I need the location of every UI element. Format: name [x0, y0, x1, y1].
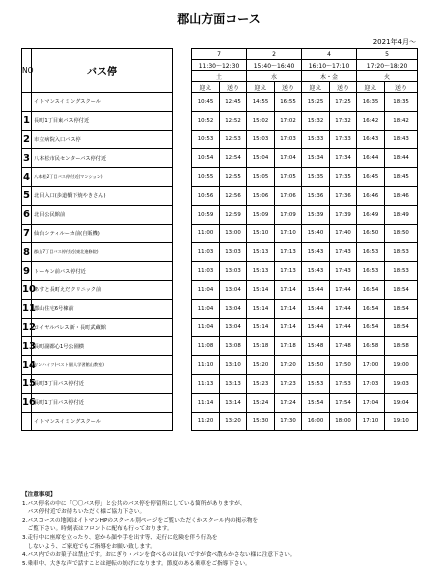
pickup-time: 17:00 [357, 356, 385, 375]
pickup-time: 11:03 [192, 262, 220, 281]
dropoff-time: 17:35 [330, 168, 357, 187]
pickup-time: 15:43 [302, 262, 330, 281]
pickup-time: 15:30 [247, 412, 275, 431]
stop-name: 仙台シティルーカ前(自販機) [32, 224, 173, 243]
dropoff-time: 13:04 [220, 318, 247, 337]
spacer-cell [173, 130, 192, 149]
stop-name: 長町3丁目バス停付近 [32, 374, 173, 393]
pickup-time: 17:10 [357, 412, 385, 431]
schedule-row [22, 412, 418, 431]
schedule-row [22, 224, 418, 243]
stop-name: トーキン前バス停付近 [32, 262, 173, 281]
notes-heading: 【注意事項】 [22, 492, 56, 498]
pickup-time: 17:04 [357, 393, 385, 412]
stop-number: 14 [22, 356, 32, 375]
pickup-time: 11:04 [192, 299, 220, 318]
stop-name: イトマンスイミングスクール [32, 93, 173, 112]
pickup-time: 15:04 [247, 149, 275, 168]
pickup-time: 15:13 [247, 243, 275, 262]
pickup-time: 10:56 [192, 186, 220, 205]
schedule-row [22, 262, 418, 281]
stop-name: 八本松市民センターバス停付近 [32, 149, 173, 168]
dropoff-time: 17:13 [275, 262, 302, 281]
note-line: 4.バス内でのお菓子は禁止です。おにぎり・パンを食べるのは良いですが食べ散らかさない様に注意下さい。 [22, 552, 296, 559]
dropoff-time: 19:04 [385, 393, 418, 412]
pickup-time: 10:52 [192, 111, 220, 130]
spacer-cell [173, 393, 192, 412]
schedule-row [22, 93, 418, 112]
dropoff-time: 17:30 [275, 412, 302, 431]
pickup-time: 16:50 [357, 224, 385, 243]
dropoff-time: 12:54 [220, 149, 247, 168]
stop-number: 4 [22, 168, 32, 187]
stop-number: 6 [22, 205, 32, 224]
note-line: 2.バスコースの地図はイトマンHPのスクール別ページをご覧いただくかスクール内の掲示物を [22, 517, 259, 524]
dropoff-time: 17:36 [330, 186, 357, 205]
pickup-time: 15:33 [302, 130, 330, 149]
pickup-time: 17:03 [357, 374, 385, 393]
dropoff-time: 18:58 [385, 337, 418, 356]
dropoff-time: 18:54 [385, 280, 418, 299]
dropoff-time: 12:52 [220, 111, 247, 130]
dropoff-time: 18:42 [385, 111, 418, 130]
dropoff-time: 17:23 [275, 374, 302, 393]
pickup-time: 16:43 [357, 130, 385, 149]
dropoff-time: 18:54 [385, 318, 418, 337]
dropoff-time: 18:50 [385, 224, 418, 243]
dropoff-header: 送り [220, 82, 247, 93]
dropoff-time: 17:32 [330, 111, 357, 130]
dropoff-time: 18:44 [385, 149, 418, 168]
pickup-time: 16:45 [357, 168, 385, 187]
dropoff-time: 18:54 [385, 299, 418, 318]
stop-number: 12 [22, 318, 32, 337]
pickup-header: 迎え [302, 82, 330, 93]
pickup-time: 16:58 [357, 337, 385, 356]
stop-number [22, 412, 32, 431]
pickup-time: 16:00 [302, 412, 330, 431]
schedule-row [22, 111, 418, 130]
notes-section [22, 491, 422, 568]
stop-number: 11 [22, 299, 32, 318]
dropoff-time: 17:39 [330, 205, 357, 224]
pickup-time: 10:54 [192, 149, 220, 168]
pickup-time: 15:03 [247, 130, 275, 149]
pickup-time: 15:23 [247, 374, 275, 393]
stop-number: 5 [22, 186, 32, 205]
pickup-time: 15:50 [302, 356, 330, 375]
dropoff-time: 13:03 [220, 243, 247, 262]
dropoff-time: 17:04 [275, 149, 302, 168]
schedule-row [22, 356, 418, 375]
spacer-cell [173, 412, 192, 431]
time-range-header: 11:30～12:30 [192, 60, 247, 71]
pickup-time: 11:10 [192, 356, 220, 375]
weekday-header: 水 [247, 71, 302, 82]
dropoff-time: 17:05 [275, 168, 302, 187]
no-header: NO [22, 49, 32, 93]
stop-number: 8 [22, 243, 32, 262]
stop-number [22, 93, 32, 112]
header-row-days [22, 49, 418, 60]
dropoff-time: 18:46 [385, 186, 418, 205]
day-header: 4 [302, 49, 357, 60]
dropoff-time: 13:20 [220, 412, 247, 431]
header-spacer [173, 49, 192, 93]
dropoff-time: 17:33 [330, 130, 357, 149]
dropoff-time: 19:00 [385, 356, 418, 375]
stop-name: 北目入口(歩道橋下焼やきさん) [32, 186, 173, 205]
pickup-time: 16:49 [357, 205, 385, 224]
pickup-time: 15:20 [247, 356, 275, 375]
pickup-header: 迎え [247, 82, 275, 93]
spacer-cell [173, 168, 192, 187]
spacer-cell [173, 280, 192, 299]
stop-number: 2 [22, 130, 32, 149]
dropoff-time: 17:44 [330, 280, 357, 299]
pickup-time: 16:54 [357, 280, 385, 299]
dropoff-time: 18:53 [385, 262, 418, 281]
pickup-time: 15:13 [247, 262, 275, 281]
dropoff-time: 13:00 [220, 224, 247, 243]
pickup-time: 15:53 [302, 374, 330, 393]
dropoff-time: 13:14 [220, 393, 247, 412]
stop-name: 北目公民館前 [32, 205, 173, 224]
dropoff-time: 12:56 [220, 186, 247, 205]
dropoff-time: 18:43 [385, 130, 418, 149]
dropoff-time: 13:13 [220, 374, 247, 393]
pickup-time: 11:03 [192, 243, 220, 262]
weekday-header: 木・金 [302, 71, 357, 82]
pickup-time: 14:55 [247, 93, 275, 112]
stop-number: 9 [22, 262, 32, 281]
schedule-row [22, 374, 418, 393]
spacer-cell [173, 243, 192, 262]
pickup-time: 11:00 [192, 224, 220, 243]
dropoff-time: 17:50 [330, 356, 357, 375]
note-line: 3.走行中に座席を立ったり、窓から顔や手を出す等、走行に危険を伴う行為を [22, 534, 218, 541]
pickup-time: 11:04 [192, 280, 220, 299]
dropoff-time: 17:24 [275, 393, 302, 412]
stop-name: 市立病院入口バス停 [32, 130, 173, 149]
time-range-header: 16:10～17:10 [302, 60, 357, 71]
schedule-row [22, 393, 418, 412]
pickup-time: 15:09 [247, 205, 275, 224]
dropoff-time: 12:55 [220, 168, 247, 187]
note-line: 1.バス停名の中に「〇〇バス停」と公共のバス停を停留所にしている箇所がありますが、 [22, 500, 246, 507]
stop-name: 八本松2丁目バス停付近(マンション) [32, 168, 173, 187]
dropoff-time: 19:10 [385, 412, 418, 431]
weekday-header: 火 [357, 71, 418, 82]
stop-number: 16 [22, 393, 32, 412]
pickup-time: 15:32 [302, 111, 330, 130]
dropoff-time: 13:04 [220, 280, 247, 299]
dropoff-time: 17:53 [330, 374, 357, 393]
dropoff-time: 17:25 [330, 93, 357, 112]
dropoff-time: 17:14 [275, 299, 302, 318]
pickup-time: 15:06 [247, 186, 275, 205]
pickup-time: 10:59 [192, 205, 220, 224]
dropoff-time: 18:00 [330, 412, 357, 431]
stop-name: ロイヤルパレス新・長町武蔵館 [32, 318, 173, 337]
spacer-cell [173, 186, 192, 205]
dropoff-time: 17:40 [330, 224, 357, 243]
pickup-time: 11:04 [192, 318, 220, 337]
pickup-time: 16:44 [357, 149, 385, 168]
weekday-header: 土 [192, 71, 247, 82]
pickup-time: 15:43 [302, 243, 330, 262]
pickup-time: 15:54 [302, 393, 330, 412]
spacer-cell [173, 337, 192, 356]
schedule-row [22, 130, 418, 149]
pickup-time: 15:40 [302, 224, 330, 243]
day-header: 2 [247, 49, 302, 60]
time-range-header: 15:40～16:40 [247, 60, 302, 71]
dropoff-header: 送り [385, 82, 418, 93]
pickup-time: 16:54 [357, 299, 385, 318]
day-header: 7 [192, 49, 247, 60]
pickup-time: 15:14 [247, 318, 275, 337]
pickup-time: 10:55 [192, 168, 220, 187]
dropoff-time: 18:49 [385, 205, 418, 224]
pickup-time: 15:39 [302, 205, 330, 224]
stop-name: 郡山住宅6号棟前 [32, 299, 173, 318]
pickup-time: 11:13 [192, 374, 220, 393]
dropoff-time: 17:14 [275, 280, 302, 299]
dropoff-time: 17:02 [275, 111, 302, 130]
spacer-cell [173, 374, 192, 393]
dropoff-time: 16:55 [275, 93, 302, 112]
dropoff-time: 18:45 [385, 168, 418, 187]
note-line: しないよう、ご家庭でもご指導をお願い致します。 [22, 543, 156, 550]
schedule-row [22, 243, 418, 262]
stop-header: バス停 [32, 49, 173, 93]
pickup-time: 15:02 [247, 111, 275, 130]
stop-name: イトマンスイミングスクール [32, 412, 173, 431]
spacer-cell [173, 262, 192, 281]
spacer-cell [173, 224, 192, 243]
dropoff-time: 17:18 [275, 337, 302, 356]
stop-number: 10 [22, 280, 32, 299]
stop-number: 7 [22, 224, 32, 243]
pickup-time: 10:45 [192, 93, 220, 112]
page-title: 郡山方面コース [177, 12, 261, 26]
pickup-time: 15:25 [302, 93, 330, 112]
dropoff-time: 13:10 [220, 356, 247, 375]
stop-name: あすと長町えだクリニック前 [32, 280, 173, 299]
pickup-time: 15:35 [302, 168, 330, 187]
dropoff-time: 17:54 [330, 393, 357, 412]
dropoff-time: 12:53 [220, 130, 247, 149]
dropoff-time: 13:03 [220, 262, 247, 281]
spacer-cell [173, 205, 192, 224]
dropoff-time: 17:13 [275, 243, 302, 262]
dropoff-header: 送り [275, 82, 302, 93]
schedule-row [22, 280, 418, 299]
pickup-time: 15:14 [247, 280, 275, 299]
pickup-time: 16:53 [357, 243, 385, 262]
stop-name: 長町副都心1号公園横 [32, 337, 173, 356]
spacer-cell [173, 149, 192, 168]
spacer-cell [173, 318, 192, 337]
stop-name: 長町1丁目東バス停付近 [32, 111, 173, 130]
dropoff-time: 17:43 [330, 262, 357, 281]
stop-name: 郡山7丁目バス停付近(東北進修院) [32, 243, 173, 262]
time-range-header: 17:20～18:20 [357, 60, 418, 71]
pickup-time: 15:44 [302, 318, 330, 337]
pickup-time: 16:42 [357, 111, 385, 130]
schedule-row [22, 299, 418, 318]
stop-name: 長町1丁目バス停付近 [32, 393, 173, 412]
dropoff-time: 17:20 [275, 356, 302, 375]
dropoff-time: 12:59 [220, 205, 247, 224]
note-line: 5.乗車中、大きな声で話すことは運転の妨げになります。節度のある乗車をご指導下さい。 [22, 560, 251, 567]
pickup-header: 迎え [192, 82, 220, 93]
note-line: ご覧下さい。時刻表はフロントに配布も行っております。 [22, 526, 173, 533]
schedule-row [22, 149, 418, 168]
stop-name: ヤンハイツ(ベスト個人学習館山教室) [32, 356, 173, 375]
pickup-time: 16:46 [357, 186, 385, 205]
schedule-row [22, 205, 418, 224]
pickup-time: 15:24 [247, 393, 275, 412]
pickup-time: 15:34 [302, 149, 330, 168]
dropoff-time: 17:06 [275, 186, 302, 205]
schedule-row [22, 186, 418, 205]
pickup-time: 15:44 [302, 280, 330, 299]
spacer-cell [173, 93, 192, 112]
dropoff-time: 17:34 [330, 149, 357, 168]
pickup-time: 15:05 [247, 168, 275, 187]
pickup-time: 11:08 [192, 337, 220, 356]
pickup-time: 15:48 [302, 337, 330, 356]
dropoff-time: 17:43 [330, 243, 357, 262]
dropoff-time: 17:09 [275, 205, 302, 224]
dropoff-time: 17:48 [330, 337, 357, 356]
stop-number: 15 [22, 374, 32, 393]
note-line: バス停付近でお待ちいただく様ご協力下さい。 [22, 509, 146, 516]
stop-number: 3 [22, 149, 32, 168]
bus-schedule-table [21, 48, 418, 431]
dropoff-time: 13:04 [220, 299, 247, 318]
pickup-header: 迎え [357, 82, 385, 93]
dropoff-header: 送り [330, 82, 357, 93]
dropoff-time: 17:03 [275, 130, 302, 149]
dropoff-time: 17:14 [275, 318, 302, 337]
pickup-time: 15:44 [302, 299, 330, 318]
schedule-row [22, 337, 418, 356]
pickup-time: 15:36 [302, 186, 330, 205]
pickup-time: 16:53 [357, 262, 385, 281]
pickup-time: 10:53 [192, 130, 220, 149]
dropoff-time: 12:45 [220, 93, 247, 112]
dropoff-time: 13:08 [220, 337, 247, 356]
stop-number: 1 [22, 111, 32, 130]
pickup-time: 15:10 [247, 224, 275, 243]
dropoff-time: 17:44 [330, 299, 357, 318]
pickup-time: 11:20 [192, 412, 220, 431]
pickup-time: 11:14 [192, 393, 220, 412]
spacer-cell [173, 356, 192, 375]
pickup-time: 16:35 [357, 93, 385, 112]
dropoff-time: 17:10 [275, 224, 302, 243]
pickup-time: 15:14 [247, 299, 275, 318]
spacer-cell [173, 299, 192, 318]
dropoff-time: 18:35 [385, 93, 418, 112]
schedule-row [22, 168, 418, 187]
pickup-time: 15:18 [247, 337, 275, 356]
day-header: 5 [357, 49, 418, 60]
schedule-row [22, 318, 418, 337]
dropoff-time: 17:44 [330, 318, 357, 337]
dropoff-time: 18:53 [385, 243, 418, 262]
effective-date: 2021年4月～ [372, 38, 416, 46]
pickup-time: 16:54 [357, 318, 385, 337]
stop-number: 13 [22, 337, 32, 356]
spacer-cell [173, 111, 192, 130]
dropoff-time: 19:03 [385, 374, 418, 393]
